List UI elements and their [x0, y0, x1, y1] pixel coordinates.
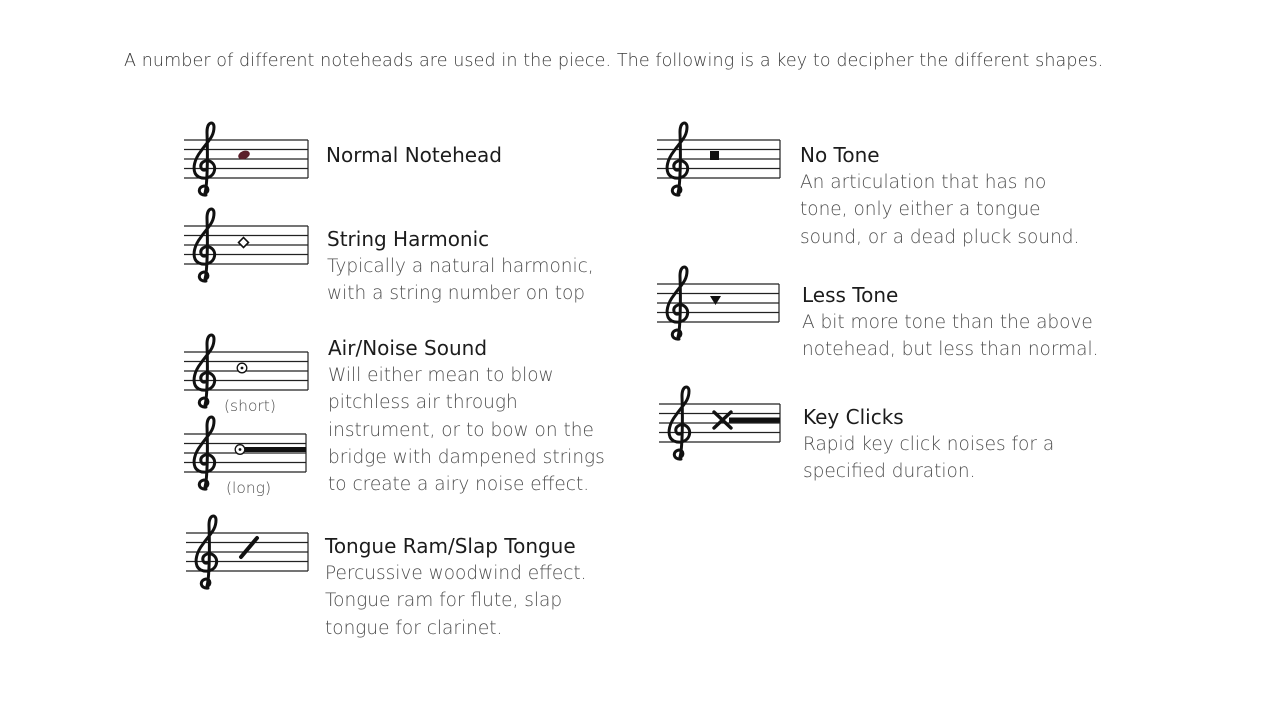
intro-text: A number of different noteheads are used in the piece. The following is a key to decipher the different shapes.: [124, 51, 1104, 71]
string-harmonic-title: String Harmonic: [327, 227, 490, 251]
tongue-ram-title: Tongue Ram/Slap Tongue: [325, 534, 576, 558]
staff-no-tone: [657, 118, 787, 198]
air-noise-circle-icon: [235, 445, 245, 455]
triangle-notehead-icon: [710, 296, 721, 305]
duration-bar-icon: [245, 447, 306, 452]
staff-tongue-ram: [186, 511, 316, 591]
staff-string-harmonic: [184, 204, 314, 284]
air-noise-title: Air/Noise Sound: [328, 336, 488, 360]
harmonic-diamond-icon: [239, 238, 249, 248]
no-tone-title: No Tone: [800, 143, 880, 167]
tongue-ram-description: Percussive woodwind effect. Tongue ram for flute, slap tongue for clarinet.: [325, 563, 587, 639]
square-notehead-icon: [710, 151, 719, 160]
normal-notehead-title: Normal Notehead: [326, 143, 502, 167]
slash-notehead-icon: [241, 538, 257, 557]
x-notehead-icon: [714, 412, 731, 428]
string-harmonic-description: Typically a natural harmonic, with a string number on top: [327, 256, 594, 305]
duration-bar-icon: [729, 418, 780, 423]
air-noise-description: Will either mean to blow pitchless air through instrument, or to bow on the bridge with dampened strings to create a airy noise effect.: [328, 365, 605, 496]
less-tone-title: Less Tone: [802, 283, 899, 307]
no-tone-description: An articulation that has no tone, only either a tongue sound, or a dead pluck sound.: [800, 172, 1080, 248]
staff-normal-notehead: [184, 118, 314, 198]
air-noise-short-label: (short): [224, 397, 276, 415]
air-noise-circle-icon: [237, 363, 247, 373]
staff-less-tone: [657, 262, 787, 342]
staff-key-clicks: [659, 382, 789, 462]
key-clicks-title: Key Clicks: [803, 405, 904, 429]
key-clicks-description: Rapid key click noises for a specified duration.: [803, 434, 1055, 483]
less-tone-description: A bit more tone than the above notehead, but less than normal.: [802, 312, 1099, 361]
air-noise-long-label: (long): [226, 479, 272, 497]
